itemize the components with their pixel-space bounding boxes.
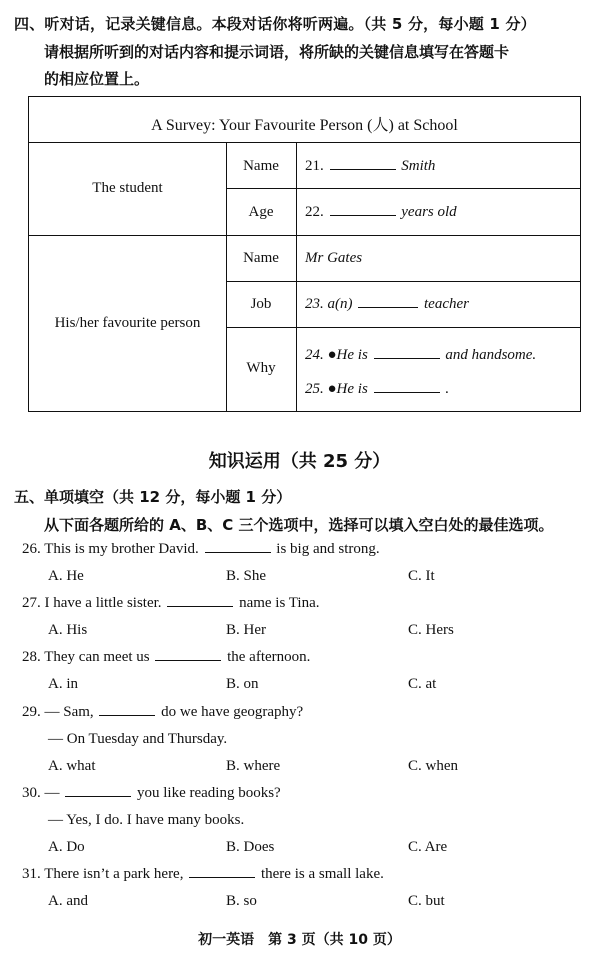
question-stem: do we have geography? bbox=[161, 704, 304, 720]
answer-22 bbox=[305, 204, 457, 221]
question-stem: is big and strong. bbox=[276, 541, 380, 557]
question-stem: 29. — Sam, bbox=[22, 704, 94, 720]
option-a[interactable]: A. His bbox=[48, 622, 88, 638]
answer-blank[interactable] bbox=[374, 357, 440, 359]
answer-blank[interactable] bbox=[330, 168, 396, 170]
answer-blank[interactable] bbox=[205, 551, 271, 553]
option-b[interactable]: B. Does bbox=[226, 839, 275, 855]
option-b[interactable]: B. Her bbox=[226, 622, 266, 638]
favourite-person-label: His/her favourite person bbox=[54, 315, 201, 331]
student-label: The student bbox=[92, 180, 163, 196]
answer-24 bbox=[305, 347, 536, 364]
answer-23 bbox=[305, 296, 469, 313]
survey-table bbox=[28, 96, 581, 412]
answer-blank[interactable] bbox=[330, 214, 396, 216]
question-31 bbox=[22, 866, 384, 883]
answer-24-hint: and handsome. bbox=[445, 347, 537, 363]
question-26 bbox=[22, 541, 380, 558]
option-a[interactable]: A. Do bbox=[48, 839, 85, 855]
answer-blank[interactable] bbox=[65, 795, 131, 797]
row-label-name: Name bbox=[243, 250, 279, 266]
answer-blank[interactable] bbox=[99, 714, 155, 716]
answer-21 bbox=[305, 158, 435, 175]
option-c[interactable]: C. Are bbox=[408, 839, 448, 855]
option-b[interactable]: B. She bbox=[226, 568, 267, 584]
option-c[interactable]: C. when bbox=[408, 758, 458, 774]
answer-22-hint: years old bbox=[401, 204, 457, 220]
section4-instruction-line3: 的相应位置上。 bbox=[44, 70, 150, 88]
answer-22-number: 22. bbox=[305, 204, 324, 220]
answer-24-number: 24. ●He is bbox=[305, 347, 368, 363]
answer-23-hint: teacher bbox=[424, 296, 469, 312]
question-stem: name is Tina. bbox=[239, 595, 320, 611]
table-rule bbox=[226, 327, 580, 328]
answer-blank[interactable] bbox=[189, 876, 255, 878]
question-stem: 31. There isn’t a park here, bbox=[22, 866, 184, 882]
question-stem: you like reading books? bbox=[137, 785, 281, 801]
option-c[interactable]: C. It bbox=[408, 568, 435, 584]
option-c[interactable]: C. Hers bbox=[408, 622, 454, 638]
answer-23-number: 23. a(n) bbox=[305, 296, 353, 312]
question-stem: 28. They can meet us bbox=[22, 649, 150, 665]
option-c[interactable]: C. but bbox=[408, 893, 445, 909]
table-rule bbox=[29, 142, 580, 143]
answer-blank[interactable] bbox=[358, 306, 418, 308]
question-stem: the afternoon. bbox=[227, 649, 311, 665]
question-29 bbox=[22, 704, 303, 721]
section4-instruction-line2: 请根据所听到的对话内容和提示词语，将所缺的关键信息填写在答题卡 bbox=[44, 43, 510, 61]
table-rule bbox=[296, 142, 297, 411]
option-a[interactable]: A. He bbox=[48, 568, 84, 584]
row-label-why: Why bbox=[246, 360, 276, 376]
question-29-response: — On Tuesday and Thursday. bbox=[48, 731, 228, 747]
option-a[interactable]: A. in bbox=[48, 676, 78, 692]
question-stem: 26. This is my brother David. bbox=[22, 541, 199, 557]
answer-25 bbox=[305, 381, 449, 398]
question-30 bbox=[22, 785, 281, 802]
answer-blank[interactable] bbox=[374, 391, 440, 393]
answer-blank[interactable] bbox=[155, 659, 221, 661]
section5-title: 五、单项填空（共 12 分，每小题 1 分） bbox=[14, 488, 292, 506]
row-label-name: Name bbox=[243, 158, 279, 174]
option-b[interactable]: B. so bbox=[226, 893, 257, 909]
page-footer: 初一英语 第 3 页（共 10 页） bbox=[198, 932, 401, 948]
question-28 bbox=[22, 649, 310, 666]
question-stem: there is a small lake. bbox=[260, 866, 384, 882]
table-rule bbox=[226, 281, 580, 282]
survey-title: A Survey: Your Favourite Person (人) at School bbox=[151, 117, 458, 134]
option-a[interactable]: A. what bbox=[48, 758, 96, 774]
section5-instruction: 从下面各题所给的 A、B、C 三个选项中，选择可以填入空白处的最佳选项。 bbox=[44, 516, 554, 534]
option-b[interactable]: B. on bbox=[226, 676, 259, 692]
answer-21-number: 21. bbox=[305, 158, 324, 174]
teacher-name: Mr Gates bbox=[305, 250, 363, 266]
answer-25-number: 25. ●He is bbox=[305, 381, 368, 397]
row-label-age: Age bbox=[248, 204, 274, 220]
option-a[interactable]: A. and bbox=[48, 893, 88, 909]
table-rule bbox=[29, 235, 580, 236]
section-heading: 知识运用（共 25 分） bbox=[208, 451, 391, 472]
question-stem: 30. — bbox=[22, 785, 60, 801]
row-label-job: Job bbox=[250, 296, 272, 312]
question-30-response: — Yes, I do. I have many books. bbox=[48, 812, 245, 828]
section4-title: 四、听对话，记录关键信息。本段对话你将听两遍。（共 5 分，每小题 1 分） bbox=[14, 15, 536, 33]
answer-25-hint: . bbox=[445, 381, 450, 397]
question-stem: 27. I have a little sister. bbox=[22, 595, 162, 611]
answer-blank[interactable] bbox=[167, 605, 233, 607]
table-rule bbox=[226, 188, 580, 189]
option-b[interactable]: B. where bbox=[226, 758, 281, 774]
answer-21-hint: Smith bbox=[401, 158, 436, 174]
question-27 bbox=[22, 595, 320, 612]
option-c[interactable]: C. at bbox=[408, 676, 437, 692]
